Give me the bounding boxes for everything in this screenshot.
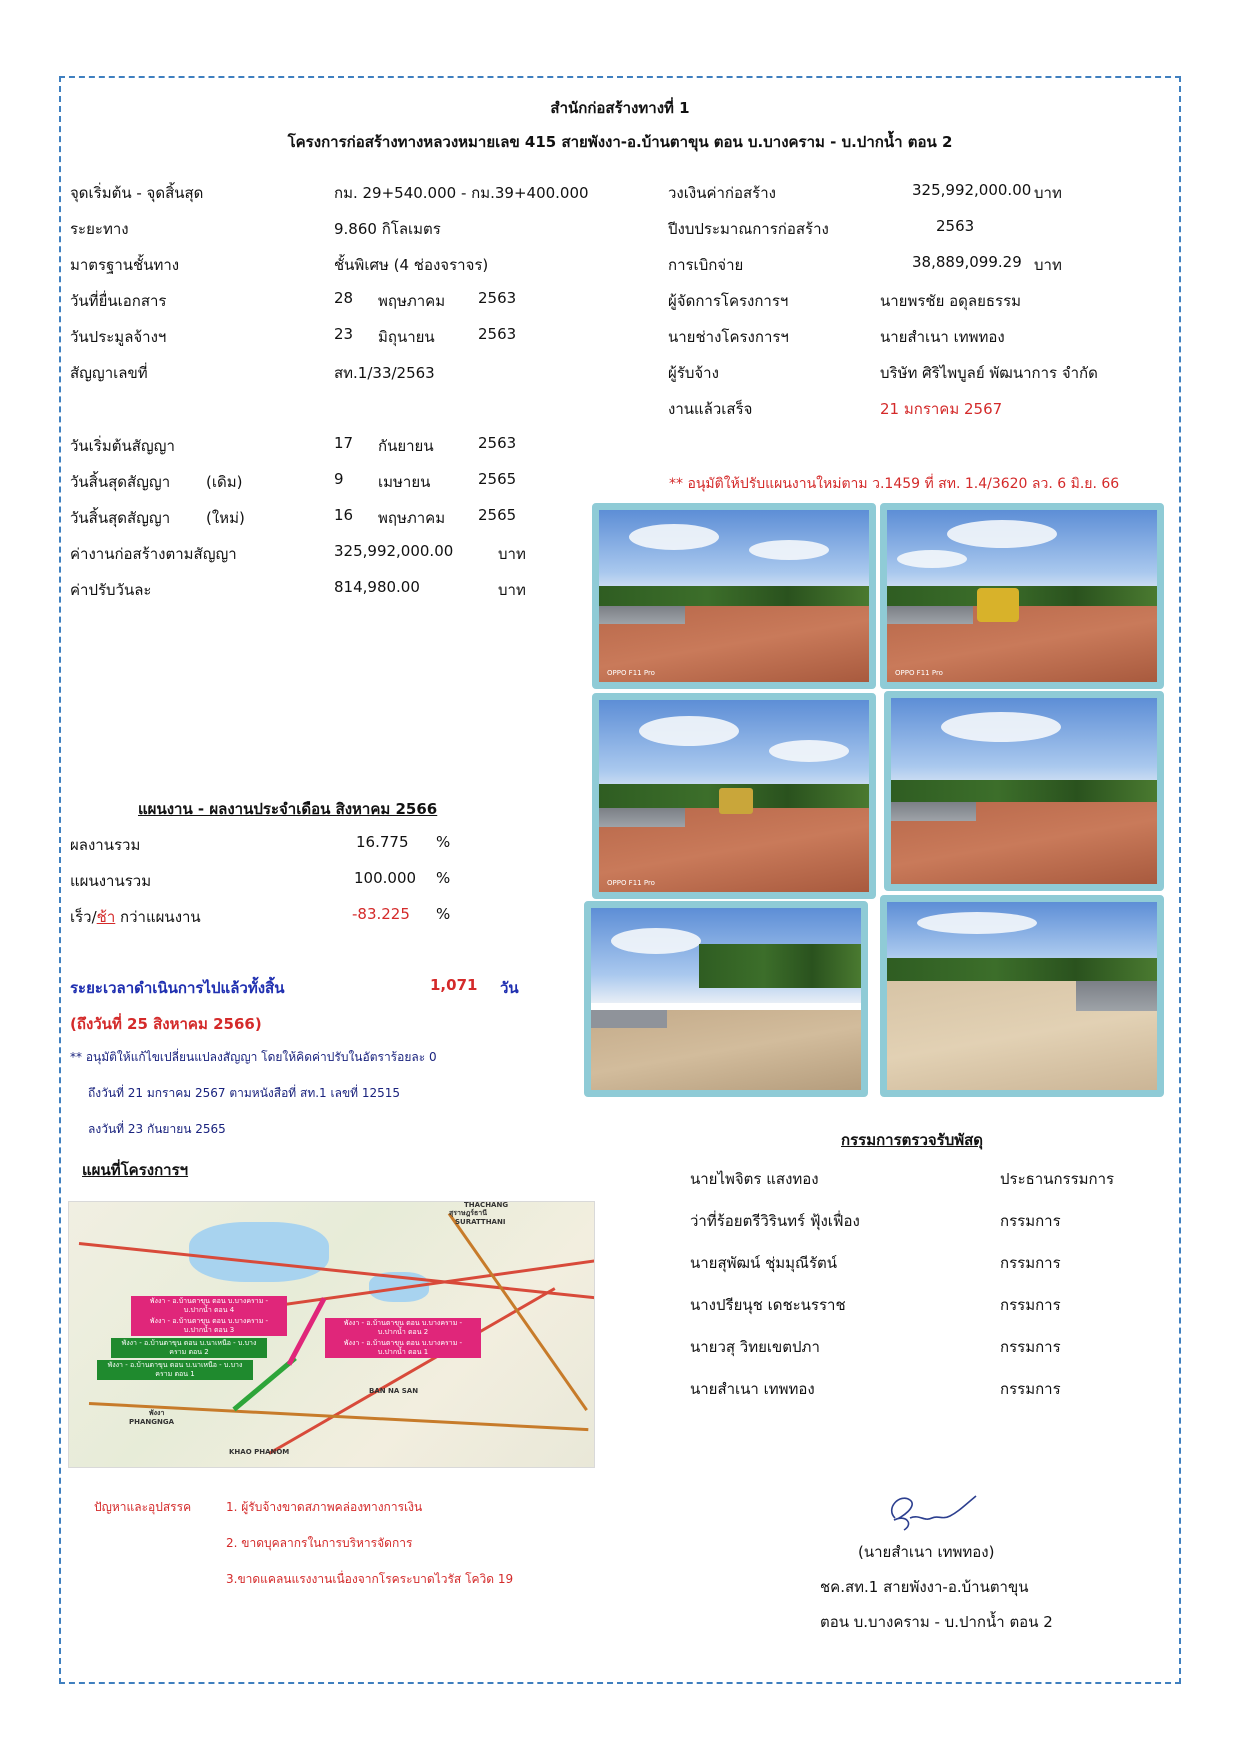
site-photo [880, 895, 1164, 1097]
committee-title: กรรมการตรวจรับพัสดุ [841, 1131, 984, 1149]
project-route-pink [287, 1297, 327, 1366]
info-month: พฤษภาคม [378, 292, 446, 310]
info-day: 16 [334, 506, 354, 524]
info-month: มิถุนายน [378, 328, 435, 346]
info-sub: (เดิม) [206, 473, 243, 491]
map-label: พังงา - อ.บ้านตาขุน ตอน บ.บางคราม - บ.ปากน้ำ ตอน 1 [325, 1338, 481, 1358]
info-day: 17 [334, 434, 354, 452]
info-value: 2563 [936, 217, 975, 235]
site-photo [592, 503, 876, 689]
info-value: 325,992,000.00 [912, 181, 1032, 199]
problems-label: ปัญหาและอุปสรรค [94, 1500, 192, 1514]
committee-member-role: กรรมการ [1000, 1254, 1061, 1272]
progress-unit: % [436, 833, 451, 851]
info-month: กันยายน [378, 437, 434, 455]
progress-title: แผนงาน - ผลงานประจำเดือน สิงหาคม 2566 [138, 800, 438, 818]
info-label: วันที่ยื่นเอกสาร [70, 292, 167, 310]
info-label: วันเริ่มต้นสัญญา [70, 437, 175, 455]
progress-value: 100.000 [354, 869, 417, 887]
committee-member-role: กรรมการ [1000, 1212, 1061, 1230]
info-value: 325,992,000.00 [334, 542, 454, 560]
reservoir [189, 1222, 329, 1282]
signer-position: ชค.สท.1 สายพังงา-อ.บ้านตาขุน [820, 1578, 1029, 1596]
contract-note-1: ** อนุมัติให้แก้ไขเปลี่ยนแปลงสัญญา โดยให้คิดค่าปรับในอัตราร้อยละ 0 [70, 1050, 437, 1064]
speed-label: เร็ว/ช้า กว่าแผนงาน [70, 908, 201, 926]
grader-vehicle [719, 788, 753, 814]
site-photo [880, 503, 1164, 689]
map-label: พังงา - อ.บ้านตาขุน ตอน บ.บางคราม - บ.ปากน้ำ ตอน 3 [131, 1316, 287, 1336]
site-photo [592, 693, 876, 899]
info-label: วันสิ้นสุดสัญญา [70, 509, 171, 527]
map-place: KHAO PHANOM [229, 1448, 290, 1456]
highway-line [268, 1287, 555, 1455]
map-place: BAN NA SAN [369, 1387, 419, 1395]
committee-member-name: นายวสุ วิทยเขตปภา [690, 1338, 820, 1356]
info-value: นายสำเนา เทพทอง [880, 328, 1005, 346]
info-unit: บาท [1034, 184, 1062, 202]
site-photo [884, 691, 1164, 891]
info-sub: (ใหม่) [206, 509, 245, 527]
completion-date: 21 มกราคม 2567 [880, 400, 1003, 418]
signature-image [880, 1488, 990, 1538]
info-value: นายพรชัย อดุลยธรรม [880, 292, 1022, 310]
highway-line [448, 1213, 588, 1411]
info-value: ชั้นพิเศษ (4 ช่องจราจร) [334, 256, 489, 274]
problem-item: 3.ขาดแคลนแรงงานเนื่องจากโรคระบาดไวรัส โควิด 19 [226, 1572, 514, 1586]
map-label: พังงา - อ.บ้านตาขุน ตอน บ.นาเหนือ - บ.บางคราม ตอน 2 [111, 1338, 267, 1358]
info-value: 9.860 กิโลเมตร [334, 220, 441, 238]
committee-member-name: นายไพจิตร แสงทอง [690, 1170, 819, 1188]
map-label: พังงา - อ.บ้านตาขุน ตอน บ.บางคราม - บ.ปากน้ำ ตอน 2 [325, 1318, 481, 1338]
contract-note-2: ถึงวันที่ 21 มกราคม 2567 ตามหนังสือที่ สท.1 เลขที่ 12515 [88, 1086, 401, 1100]
roller-vehicle [977, 588, 1019, 622]
map-place: พังงา [149, 1409, 165, 1417]
contract-note-3: ลงวันที่ 23 กันยายน 2565 [88, 1122, 226, 1136]
info-label: การเบิกจ่าย [668, 256, 744, 274]
site-photo [584, 901, 868, 1097]
info-label: มาตรฐานชั้นทาง [70, 256, 180, 274]
committee-member-role: ประธานกรรมการ [1000, 1170, 1115, 1188]
problem-item: 2. ขาดบุคลากรในการบริหารจัดการ [226, 1536, 413, 1550]
info-unit: บาท [498, 545, 526, 563]
project-map [68, 1201, 595, 1468]
camera-watermark: OPPO F11 Pro [607, 669, 655, 677]
committee-member-name: นายสุพัฒน์ ชุ่มมุณีรัตน์ [690, 1254, 838, 1272]
approval-note: ** อนุมัติให้ปรับแผนงานใหม่ตาม ว.1459 ที่ สท. 1.4/3620 ลว. 6 มิ.ย. 66 [669, 476, 1120, 492]
camera-watermark: OPPO F11 Pro [607, 879, 655, 887]
map-place: SURATTHANI [455, 1218, 506, 1226]
map-place: PHANGNGA [129, 1418, 175, 1426]
project-title: โครงการก่อสร้างทางหลวงหมายเลข 415 สายพังงา-อ.บ้านตาขุน ตอน บ.บางคราม - บ.ปากน้ำ ตอน 2 [287, 133, 953, 151]
info-label: ค่าปรับวันละ [70, 581, 152, 599]
problem-item: 1. ผู้รับจ้างขาดสภาพคล่องทางการเงิน [226, 1500, 423, 1514]
map-place: THACHANG [464, 1201, 509, 1209]
info-value: บริษัท ศิริไพบูลย์ พัฒนาการ จำกัด [880, 364, 1098, 382]
info-label: สัญญาเลขที่ [70, 364, 148, 382]
info-year: 2565 [478, 470, 517, 488]
duration-label: ระยะเวลาดำเนินการไปแล้วทั้งสิ้น [70, 979, 285, 997]
map-place: สุราษฎร์ธานี [449, 1209, 488, 1217]
info-label: ปีงบประมาณการก่อสร้าง [668, 220, 829, 238]
map-label: พังงา - อ.บ้านตาขุน ตอน บ.บางคราม - บ.ปากน้ำ ตอน 4 [131, 1296, 287, 1316]
info-month: พฤษภาคม [378, 509, 446, 527]
info-day: 23 [334, 325, 354, 343]
signer-name: (นายสำเนา เทพทอง) [858, 1543, 995, 1561]
duration-value: 1,071 [430, 976, 478, 994]
speed-unit: % [436, 905, 451, 923]
info-value: สท.1/33/2563 [334, 364, 435, 382]
progress-value: 16.775 [356, 833, 409, 851]
map-label: พังงา - อ.บ้านตาขุน ตอน บ.นาเหนือ - บ.บางคราม ตอน 1 [97, 1360, 253, 1380]
info-value: 38,889,099.29 [912, 253, 1022, 271]
info-label: จุดเริ่มต้น - จุดสิ้นสุด [70, 184, 204, 202]
duration-unit: วัน [500, 979, 519, 997]
info-value: กม. 29+540.000 - กม.39+400.000 [334, 184, 589, 202]
info-label: ผู้จัดการโครงการฯ [668, 292, 789, 310]
map-title: แผนที่โครงการฯ [82, 1161, 189, 1179]
progress-label: แผนงานรวม [70, 872, 152, 890]
committee-member-role: กรรมการ [1000, 1380, 1061, 1398]
info-label: ระยะทาง [70, 220, 129, 238]
info-label: วงเงินค่าก่อสร้าง [668, 184, 776, 202]
info-label: นายช่างโครงการฯ [668, 328, 789, 346]
office-title: สำนักก่อสร้างทางที่ 1 [550, 99, 690, 117]
info-month: เมษายน [378, 473, 431, 491]
info-year: 2563 [478, 325, 517, 343]
committee-member-name: นางปรียนุช เดชะนรราช [690, 1296, 846, 1314]
info-year: 2565 [478, 506, 517, 524]
info-year: 2563 [478, 289, 517, 307]
committee-member-role: กรรมการ [1000, 1296, 1061, 1314]
info-label: วันสิ้นสุดสัญญา [70, 473, 171, 491]
info-day: 9 [334, 470, 344, 488]
info-unit: บาท [1034, 256, 1062, 274]
signer-section: ตอน บ.บางคราม - บ.ปากน้ำ ตอน 2 [820, 1613, 1053, 1631]
duration-asof: (ถึงวันที่ 25 สิงหาคม 2566) [70, 1015, 262, 1033]
committee-member-role: กรรมการ [1000, 1338, 1061, 1356]
progress-label: ผลงานรวม [70, 836, 141, 854]
camera-watermark: OPPO F11 Pro [895, 669, 943, 677]
speed-value: -83.225 [352, 905, 410, 923]
progress-unit: % [436, 869, 451, 887]
info-day: 28 [334, 289, 354, 307]
info-label: วันประมูลจ้างฯ [70, 328, 167, 346]
info-unit: บาท [498, 581, 526, 599]
info-year: 2563 [478, 434, 517, 452]
committee-member-name: นายสำเนา เทพทอง [690, 1380, 815, 1398]
info-label: ค่างานก่อสร้างตามสัญญา [70, 545, 237, 563]
committee-member-name: ว่าที่ร้อยตรีวิรินทร์ ฟุ้งเฟื่อง [690, 1212, 860, 1230]
info-label: งานแล้วเสร็จ [668, 400, 753, 418]
info-value: 814,980.00 [334, 578, 420, 596]
info-label: ผู้รับจ้าง [668, 364, 719, 382]
